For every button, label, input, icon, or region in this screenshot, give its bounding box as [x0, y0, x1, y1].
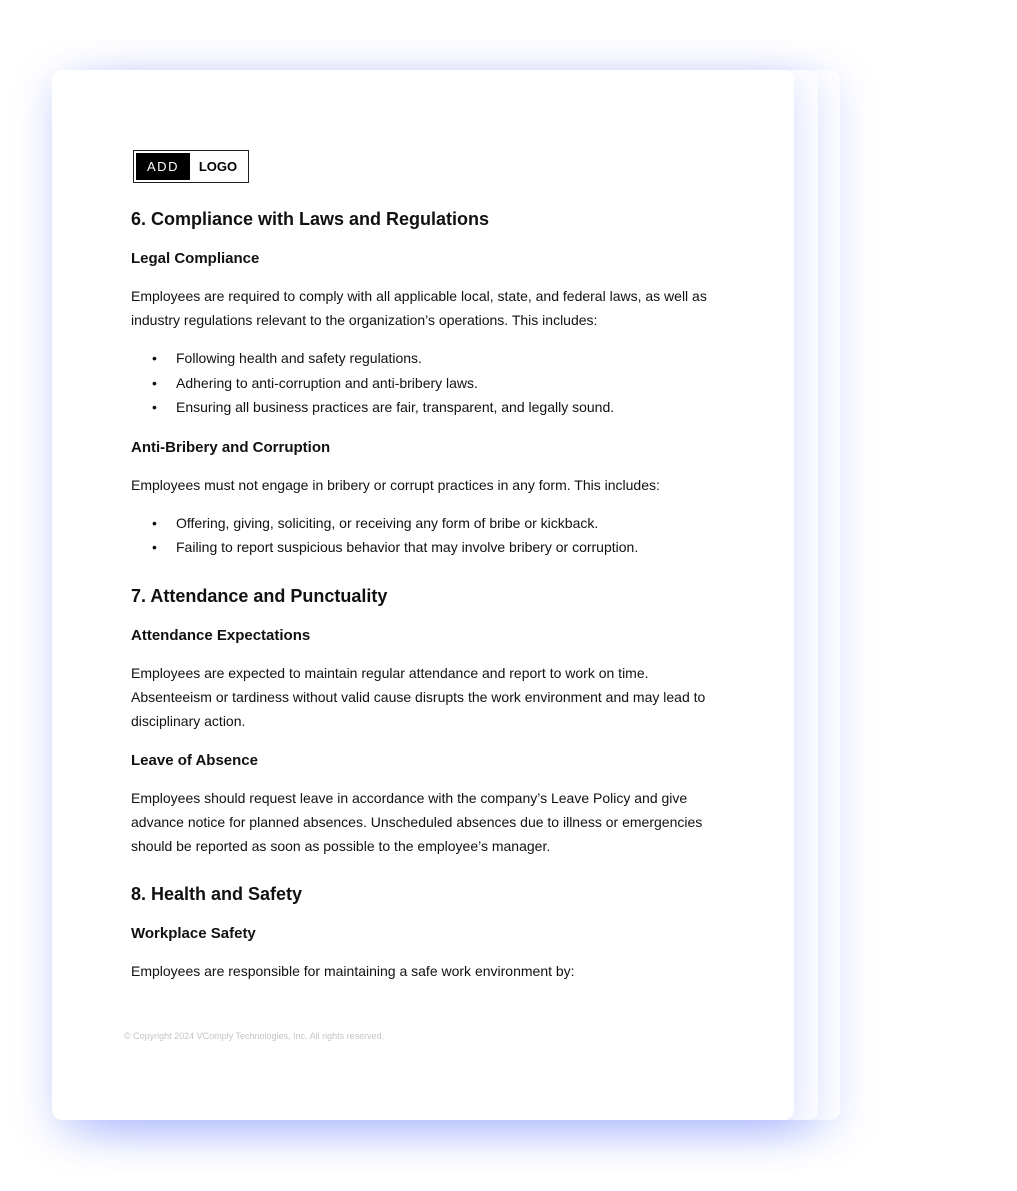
legal-compliance-heading: Legal Compliance	[131, 250, 260, 267]
attendance-heading: Attendance Expectations	[131, 626, 311, 644]
section-7-title: 7. Attendance and Punctuality	[131, 585, 388, 606]
section-6-title: 6. Compliance with Laws and Regulations	[131, 209, 490, 229]
logo-placeholder[interactable]	[133, 150, 249, 183]
workplace-safety-heading: Workplace Safety	[131, 924, 256, 942]
list-item	[131, 371, 721, 396]
page-content	[131, 150, 721, 983]
list-item	[131, 535, 721, 560]
list-item-text: Failing to report suspicious behavior that may involve bribery or corruption.	[176, 539, 639, 555]
leave-body: Employees should request leave in accordance with the company’s Leave Policy and give advance notice for planned absences. Unscheduled absences due to illness or emergencies should be reported as soon as possible to the employee’s manager.	[131, 789, 703, 854]
legal-compliance-intro: Employees are required to comply with all applicable local, state, and federal laws, as well as industry regulations relevant to the organization’s operations. This includes:	[131, 288, 707, 328]
legal-compliance-list	[131, 346, 721, 420]
attendance-body: Employees are expected to maintain regular attendance and report to work on time. Absenteeism or tardiness without valid cause disrupts the work environment and may lead to disciplinary action.	[131, 664, 706, 729]
copyright-footer: © Copyright 2024 VComply Technologies, Inc. All rights reserved.	[124, 1031, 385, 1041]
bullet-icon: •	[152, 514, 157, 531]
logo-logo-text: LOGO	[198, 159, 238, 174]
section-8-title: 8. Health and Safety	[131, 883, 303, 904]
list-item-text: Ensuring all business practices are fair, transparent, and legally sound.	[176, 399, 615, 415]
list-item	[131, 511, 721, 536]
logo-add-text: ADD	[136, 153, 190, 180]
bullet-icon: •	[152, 374, 157, 391]
list-item-text: Offering, giving, soliciting, or receiving any form of bribe or kickback.	[176, 514, 599, 531]
bullet-icon: •	[152, 350, 157, 366]
bullet-icon: •	[152, 539, 157, 555]
leave-heading: Leave of Absence	[131, 751, 258, 769]
list-item	[131, 395, 721, 420]
list-item-text: Following health and safety regulations.	[176, 350, 422, 366]
anti-bribery-list	[131, 511, 721, 560]
anti-bribery-heading: Anti-Bribery and Corruption	[131, 438, 331, 456]
bullet-icon: •	[152, 399, 157, 415]
list-item-text: Adhering to anti-corruption and anti-bribery laws.	[176, 374, 478, 391]
anti-bribery-intro: Employees must not engage in bribery or corrupt practices in any form. This includes:	[131, 476, 660, 493]
workplace-safety-body: Employees are responsible for maintaining a safe work environment by:	[131, 962, 575, 979]
list-item	[131, 346, 721, 371]
